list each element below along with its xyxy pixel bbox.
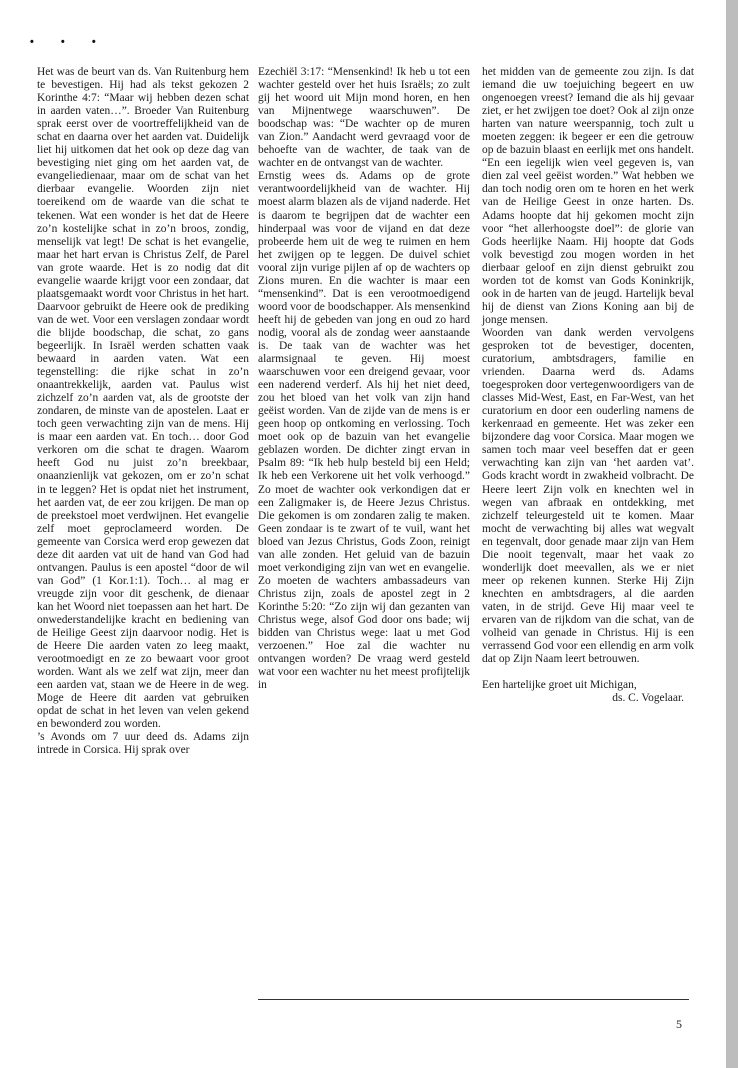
author-signature: ds. C. Vogelaar.	[612, 692, 684, 705]
article-column-2	[258, 66, 470, 692]
header-ornament: • • •	[30, 36, 108, 48]
paragraph: Het was de beurt van ds. Van Ruitenburg hem te bevestigen. Hij had als tekst gekozen 2 Korinthe 4:7: “Maar wij hebben dezen schat in aarden vaten…”. Broeder Van Ruitenburg sprak eerst over de voortreffelijkheid van de schat en daarna over het aarden vat. Duidelijk liet hij uitkomen dat het ook op deze dag van bevestiging niet ging om het aarden vat, de evangeliedienaar, maar om de schat van het dierbaar evangelie. Woorden zijn niet toereikend om de waarde van die schat te tekenen. Wat een wonder is het dat de Heere zo’n kostelijke schat in zo’n broos, zondig, menselijk vat legt! De schat is het evangelie, maar het hart ervan is Christus Zelf, de Parel van grote waarde. Het is zo nodig dat dit evangelie waarde krijgt voor een zondaar, dat plaatsgemaakt wordt voor Christus in het hart. Daarvoor gebruikt de Heere ook de prediking van de wet. Voor een verslagen zondaar wordt die blijde boodschap, die schat, zo gans begeerlijk. In Israël werden schatten vaak bewaard in aarden vaten. Wat een tegenstelling: die rijke schat in zo’n onaantrekkelijk, aarden vat. Paulus wist zichzelf zo’n aarden vat, als de grootste der zondaren, de minste van de apostelen. Laat er toch geen verwachting zijn van de mens. Hij is maar een aarden vat. En toch… door God verkoren om die schat te dragen. Waarom heeft God nu juist zo’n breekbaar, onaanzienlijk vat gekozen, om er zo’n schat in te leggen? Het is opdat niet het instrument, het aarden vat, de eer zou krijgen. De man op de preekstoel moet verdwijnen. Het evangelie zelf moet geproclameerd worden. De gemeente van Corsica werd erop gewezen dat deze dit aarden vat uit de hand van God had ontvangen. Paulus is een apostel “door de wil van God” (1 Kor.1:1). Toch… al mag er vreugde zijn voor dit geschenk, de dienaar kan het Woord niet toepassen aan het hart. De onwederstandelijke kracht en bediening van de Heilige Geest zijn daarvoor nodig. Het is de Heere Die aarden vaten zo leeg maakt, verootmoedigt en ze zo bewaart voor groot worden. Want als we zelf wat zijn, meer dan een aarden vat, staan we de Heere in de weg. Moge de Heere dit aarden vat gebruiken opdat de schat in het leven van velen gekend en bewonderd zou worden.	[37, 66, 249, 731]
page-edge	[726, 0, 738, 1068]
paragraph: Ezechiël 3:17: “Mensenkind! Ik heb u tot een wachter gesteld over het huis Israëls; zo zult gij het woord uit Mijn mond horen, en hen van Mijnentwege waarschuwen”. De boodschap was: “De wachter op de muren van Zion.” Aandacht werd gevraagd voor de behoefte van de wachter, de taak van de wachter en de ontvangst van de wachter.	[258, 66, 470, 170]
paragraph: het midden van de gemeente zou zijn. Is dat iemand die uw toejuiching begeert en uw ongenoegen vreest? Iemand die als hij gevaar ziet, er het zwijgen toe doet? Ook al zijn onze harten van nature weerspannig, toch zult u moeten zeggen: ik begeer er een die getrouw op de bazuin blaast en eerlijk met ons handelt. “En een iegelijk wien veel gegeven is, van dien zal veel geëist worden.” Wat hebben we dan toch nodig oren om te horen en het werk van de Heilige Geest in onze harten. Ds. Adams hoopte dat hij gekomen mocht zijn voor “het allerhoogste doel”: de glorie van Gods heerlijke Naam. Hij hoopte dat Gods volk bevestigd zou mogen worden in het dierbaar geloof en zijn dienst gebruikt zou worden tot de komst van Gods Koninkrijk, ook in de harten van de jeugd. Hartelijk beval hij de dienst van Zions Koning aan bij de jonge mensen.	[482, 66, 694, 326]
footer-rule	[258, 999, 689, 1000]
article-column-1	[37, 66, 249, 757]
paragraph: Woorden van dank werden vervolgens gesproken tot de bevestiger, docenten, curatorium, ambtsdragers, familie en vrienden. Daarna werd ds. Adams toegesproken door vertegenwoordigers van de classes Mid-West, East, en Far-West, van het curatorium en door een ouderling namens de kerkenraad en gemeente. Het was zeker een bijzondere dag voor Corsica. Maar mogen we samen toch maar veel beseffen dat er geen verwachting kan zijn van ‘het aarden vat’. Gods kracht wordt in zwakheid volbracht. De Heere leert Zijn volk en knechten wel in wegen van afbraak en ontdekking, met zichzelf teleurgesteld uit te komen. Maar mocht de verwachting bij alles wat wegvalt en tegenvalt, door genade maar zijn van Hem Die nooit tegenvalt, maar het vaak zo wonderlijk doet meevallen, als we er niet meer op rekenen kunnen. Sterke Hij Zijn knechten en ambtsdragers, al die aarden vaten, in de strijd. Geve Hij maar veel te ervaren van de rijkdom van die schat, van de volheid van genade in Christus. Hij is een verrassend God voor een ellendig en arm volk dat op Zijn Naam leert betrouwen.	[482, 326, 694, 666]
paragraph: Ernstig wees ds. Adams op de grote verantwoordelijkheid van de wachter. Hij moest alarm blazen als de vijand naderde. Het is daarom te begrijpen dat de wachter een hinderpaal was voor de vijand en dat deze probeerde hem uit de weg te ruimen en hem het zwijgen op te leggen. De duivel schiet vooral zijn vurige pijlen af op de wachters op Zions muren. En die wachter is maar een “mensenkind”. Dat is een verootmoedigend woord voor de boodschapper. Als mensenkind heeft hij de gebeden van jong en oud zo hard nodig, vooral als de zondag weer aanstaande is. De taak van de wachter was het alarmsignaal te geven. Hij moest waarschuwen voor een dreigend gevaar, voor een naderend verderf. Als hij het niet deed, zou het bloed van het volk van zijn hand geëist worden. Van de zijde van de mens is er geen hoop op ontkoming en verlossing. Toch moet ook op de bazuin van het evangelie geblazen worden. De dichter zingt ervan in Psalm 89: “Ik heb hulp besteld bij een Held; Ik heb een Verkorene uit het volk verhoogd.” Zo moet de wachter ook verkondigen dat er een Zaligmaker is, de Heere Jezus Christus. Die gekomen is om zondaren zalig te maken. Geen zondaar is te zwart of te vuil, want het bloed van Jezus Christus, Gods Zoon, reinigt van alle zonden. Het geluid van de bazuin moet verkondiging zijn van wet en evangelie. Zo moeten de wachters ambassadeurs van Christus zijn, zoals de apostel zegt in 2 Korinthe 5:20: “Zo zijn wij dan gezanten van Christus wege, alsof God door ons bade; wij bidden van Christus wege: laat u met God verzoenen.” Hoe zal die wachter nu ontvangen worden? De vraag werd gesteld wat voor een wachter nu het meest profijtelijk in	[258, 170, 470, 692]
article-column-3	[482, 66, 694, 705]
paragraph: ’s Avonds om 7 uur deed ds. Adams zijn intrede in Corsica. Hij sprak over	[37, 731, 249, 757]
closing-greeting: Een hartelijke groet uit Michigan,	[482, 679, 637, 692]
page-number: 5	[676, 1017, 682, 1031]
